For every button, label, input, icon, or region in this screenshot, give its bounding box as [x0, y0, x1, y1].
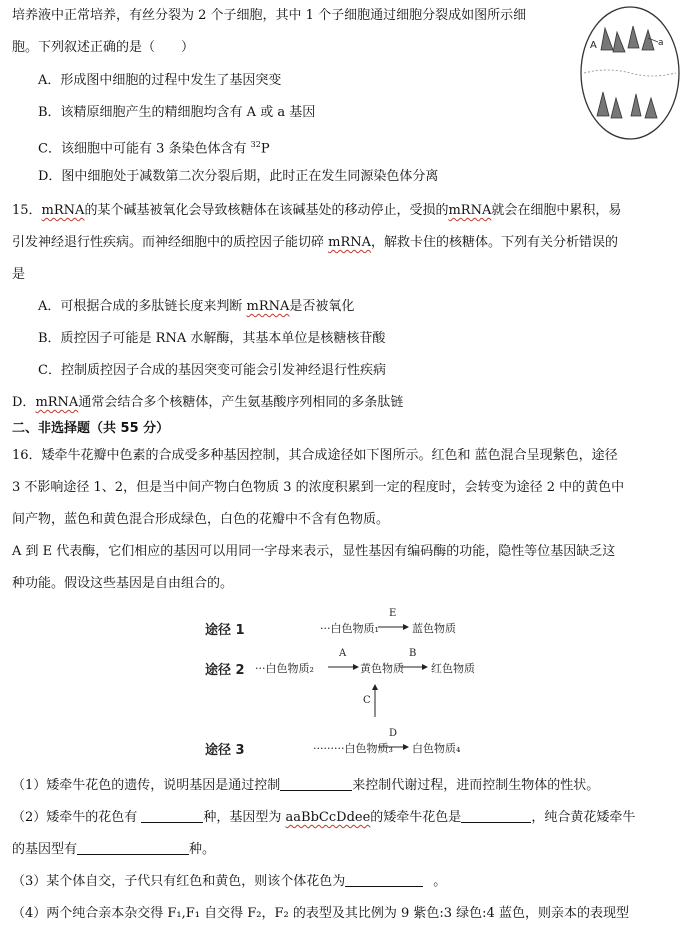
- q16-stem-line1: 16．矮牵牛花瓣中色素的合成受多种基因控制，其合成途径如下图所示。红色和 蓝色混合呈现紫色，途径: [12, 448, 618, 463]
- lower-chromosomes: [597, 92, 657, 118]
- q14-option-d: D．图中细胞处于减数第二次分裂后期，此时正在发生同源染色体分离: [38, 169, 439, 184]
- q16-sub2-mid2: 的矮牵牛花色是: [370, 810, 462, 825]
- pathway-1-substrate: ···白色物质₁: [320, 622, 379, 635]
- q16-sub3-pre: （3）某个体自交，子代只有红色和黄色，则该个体花色为: [12, 874, 346, 889]
- q15-term-mrna-3: mRNA: [328, 235, 372, 250]
- answer-blank-2a[interactable]: [141, 808, 203, 823]
- q14-option-a: A．形成图中细胞的过程中发生了基因突变: [38, 73, 282, 88]
- enzyme-d: D: [389, 728, 398, 739]
- enzyme-b: B: [409, 648, 417, 659]
- gene-a-lower-label: a: [658, 38, 664, 48]
- q15-stem-line3: 是: [12, 267, 26, 282]
- q16-sub2: [12, 808, 635, 828]
- q16-sub2-pre: （2）矮牵牛的花色有: [12, 810, 142, 825]
- q15-option-b: B．质控因子可能是 RNA 水解酶，其基本单位是核糖核苷酸: [38, 331, 386, 346]
- q14-stem-line1: 培养液中正常培养，有丝分裂为 2 个子细胞，其中 1 个子细胞通过细胞分裂成如图所示细: [12, 8, 527, 23]
- q15-line1-mid: 的某个碱基被氧化会导致核糖体在该碱基处的移动停止，受损的: [84, 203, 449, 218]
- pathway-3-product: 白色物质₄: [412, 742, 461, 755]
- pathway-3-substrate: ·········白色物质₃: [313, 742, 393, 755]
- q15-option-d-mrna: mRNA: [35, 395, 79, 410]
- q14-option-c-text: C．该细胞中可能有 3 条染色体含有: [38, 141, 251, 157]
- q16-sub2-mid1: 种，基因型为: [203, 810, 286, 825]
- q14-stem-line2: 胞。下列叙述正确的是（ ）: [12, 40, 195, 55]
- q15-number: 15．: [12, 203, 42, 218]
- q15-option-a-end: 是否被氧化: [289, 299, 355, 314]
- q16-sub2b-pre: 的基因型有: [12, 842, 78, 857]
- pathway-figure: [195, 605, 495, 770]
- q14-option-b: B．该精原细胞产生的精细胞均含有 A 或 a 基因: [38, 105, 316, 120]
- cell-membrane: [581, 7, 679, 139]
- section-heading: 二、非选择题（共 55 分）: [12, 421, 170, 436]
- q14-option-c-sup: 32: [250, 140, 261, 149]
- q16-sub3-post: 。: [433, 874, 447, 889]
- pathway-1-label: 途径 1: [205, 623, 245, 638]
- answer-blank-2b[interactable]: [461, 808, 531, 823]
- pathway-2-intermediate: 黄色物质: [360, 662, 404, 675]
- enzyme-a: A: [339, 648, 347, 659]
- q15-term-mrna-1: mRNA: [41, 203, 85, 218]
- pathway-2-substrate: ···白色物质₂: [255, 662, 314, 675]
- q16-sub1: [12, 776, 599, 796]
- q16-stem-line3: 间产物，蓝色和黄色混合形成绿色，白色的花瓣中不含有色物质。: [12, 512, 390, 527]
- q14-option-c-end: P: [260, 141, 270, 157]
- q15-term-mrna-2: mRNA: [448, 203, 492, 218]
- q16-sub2-cont: [12, 840, 215, 860]
- q16-sub2-post: ，纯合黄花矮牵牛: [531, 810, 636, 825]
- q16-stem-line4: A 到 E 代表酶，它们相应的基因可以用同一字母来表示，显性基因有编码酶的功能，隐性等位基因缺乏这: [12, 544, 616, 559]
- cleavage-line: [584, 70, 676, 76]
- gene-a-upper-label: A: [590, 40, 597, 51]
- q16-sub1-post: 来控制代谢过程，进而控制生物体的性状。: [352, 778, 600, 793]
- q15-stem-line1: [12, 201, 621, 221]
- q15-line2-pre: 引发神经退行性疾病。而神经细胞中的质控因子能切碎: [12, 235, 329, 250]
- q14-option-c: [38, 135, 270, 159]
- q15-option-c: C．控制质控因子合成的基因突变可能会引发神经退行性疾病: [38, 363, 386, 378]
- q15-option-d-end: 通常会结合多个核糖体，产生氨基酸序列相同的多条肽链: [78, 395, 404, 410]
- q15-option-d-pre: D．: [12, 395, 36, 410]
- upper-chromosomes: [601, 26, 658, 52]
- q15-line1-end: 就会在细胞中累积，易: [491, 203, 622, 218]
- q16-sub3: [12, 872, 446, 892]
- q15-stem-line2: [12, 233, 618, 253]
- q15-option-a-mrna: mRNA: [246, 299, 290, 314]
- q15-option-a: [38, 297, 354, 317]
- q15-option-a-pre: A．可根据合成的多肽链长度来判断: [38, 299, 247, 314]
- answer-blank-3[interactable]: [345, 872, 423, 887]
- dividing-cell-figure: [578, 4, 682, 142]
- q16-sub1-pre: （1）矮牵牛花色的遗传，说明基因是通过控制: [12, 778, 281, 793]
- pathway-2-product: 红色物质: [431, 662, 475, 675]
- q16-sub2b-post: 种。: [189, 842, 216, 857]
- enzyme-c: C: [363, 695, 371, 706]
- q16-sub4: （4）两个纯合亲本杂交得 F₁,F₁ 自交得 F₂，F₂ 的表型及其比例为 9 紫色:3 绿色:4 蓝色，则亲本的表现型: [12, 906, 629, 921]
- answer-blank-1[interactable]: [280, 776, 352, 791]
- q15-option-d: [12, 393, 403, 413]
- q16-stem-line2: 3 不影响途径 1、2，但是当中间产物白色物质 3 的浓度积累到一定的程度时，会转变为途径 2 中的黄色中: [12, 480, 625, 495]
- enzyme-e: E: [389, 608, 397, 619]
- pathway-1-product: 蓝色物质: [412, 622, 456, 635]
- answer-blank-2c[interactable]: [77, 840, 189, 855]
- q15-line2-end: ，解救卡住的核糖体。下列有关分析错误的: [371, 235, 619, 250]
- pathway-2-label: 途径 2: [205, 663, 245, 678]
- q16-genotype: aaBbCcDdee: [285, 810, 371, 825]
- pathway-3-label: 途径 3: [205, 743, 245, 758]
- q16-stem-line5: 种功能。假设这些基因是自由组合的。: [12, 576, 234, 591]
